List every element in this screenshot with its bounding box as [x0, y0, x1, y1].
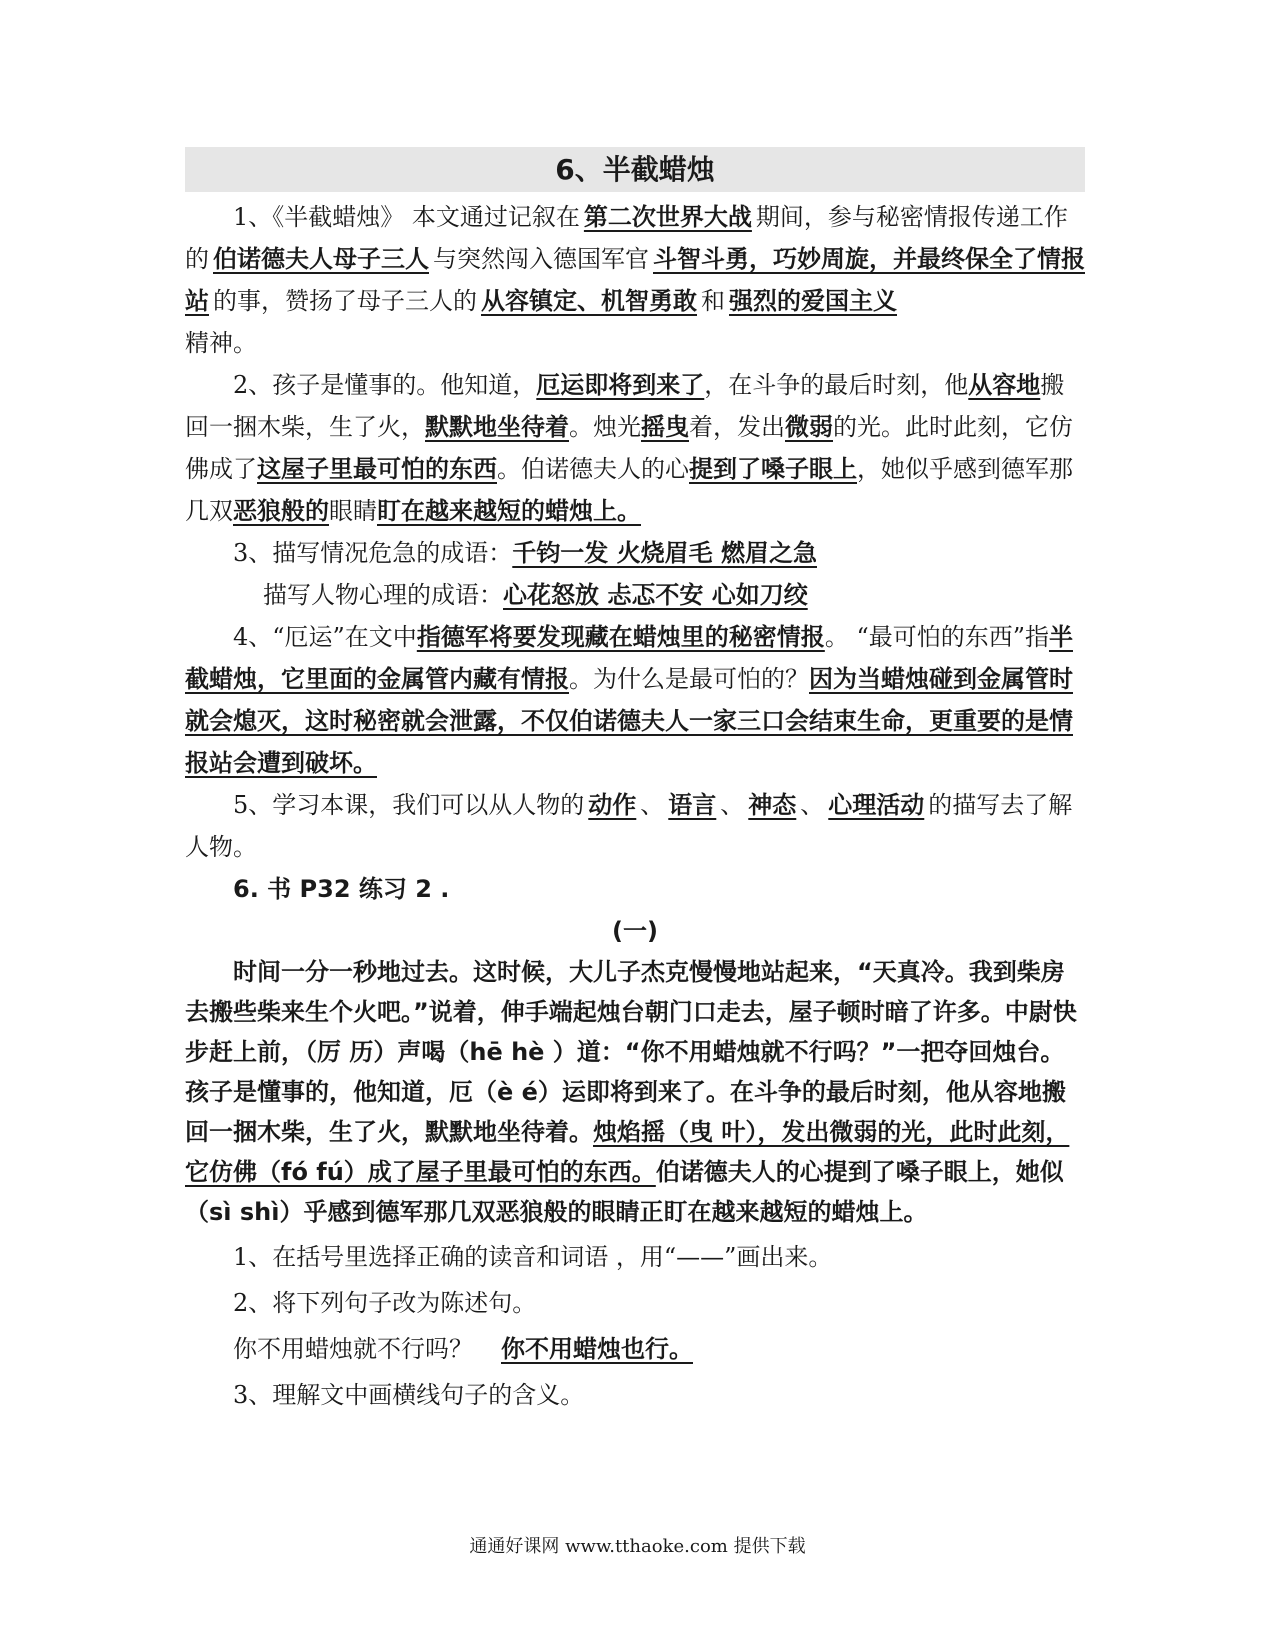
- item3-answer-2: 心花怒放 忐忑不安 心如刀绞: [503, 581, 808, 609]
- item2-answer-9: 盯在越来越短的蜡烛上。: [377, 497, 641, 525]
- item3-answer-1: 千钧一发 火烧眉毛 燃眉之急: [512, 539, 817, 567]
- lesson-title: 6、半截蜡烛: [185, 147, 1085, 192]
- item1-answer-4: 从容镇定、机智勇敢: [481, 287, 697, 315]
- item1-text-c: 与突然闯入德国军官: [433, 245, 649, 273]
- passage-part-3: 伯诺德夫人的心提到了嗓子眼上，她似（sì shì）乎感到德军那几双恶狼般的眼睛正盯在越来越短的蜡烛上。: [185, 1158, 1064, 1226]
- item2-text-c: 搬回一捆木柴，生了火，: [185, 371, 1065, 441]
- item-3: [185, 532, 1085, 574]
- item2-answer-3: 默默地坐待着: [425, 413, 569, 441]
- item1-answer-2: 伯诺德夫人母子三人: [213, 245, 429, 273]
- question-2: 2、将下列句子改为陈述句。: [233, 1289, 537, 1317]
- passage-part-1: 时间一分一秒地过去。这时候，大儿子杰克慢慢地站起来，“天真冷。我到柴房去搬些柴来生个火吧。”说着，伸手端起烛台朝门口走去，屋子顿时暗了许多。中尉快步赶上前，（厉 历）声喝（hē hè ）道：“你不用蜡烛就不行吗？”一把夺回烛台。孩子是懂事的，他知道，厄（è é）运即将到来了。在斗争的最后时刻，他从容地搬回一捆木柴，生了火，默默地坐待着。: [185, 958, 1077, 1146]
- item2-text-a: 2、孩子是懂事的。他知道，: [233, 371, 537, 399]
- item1-answer-1: 第二次世界大战: [583, 203, 752, 231]
- item2-text-b: ，在斗争的最后时刻，他: [704, 371, 969, 399]
- item5-text-b: 的描写去了解人物。: [185, 791, 1073, 861]
- item-1: [185, 196, 1085, 364]
- item2-answer-4: 摇曳: [641, 413, 689, 441]
- item2-answer-1: 厄运即将到来了: [536, 371, 705, 399]
- item2-text-g: 。伯诺德夫人的心: [497, 455, 689, 483]
- item2-answer-5: 微弱: [785, 413, 833, 441]
- question-2-answer-line: [233, 1328, 1085, 1370]
- item5-sep-1: 、: [640, 791, 665, 819]
- item5-sep-2: 、: [720, 791, 745, 819]
- item2-text-i: 眼睛: [329, 497, 377, 525]
- item1-text-a: 1、《半截蜡烛》 本文通过记叙在: [233, 203, 580, 231]
- passage-underlined-sentence: 烛焰摇（曳 叶），发出微弱的光，此时此刻，它仿佛（fó fú）成了屋子里最可怕的东西。: [185, 1118, 1070, 1186]
- item2-answer-8: 恶狼般的: [233, 497, 329, 525]
- item4-text-c: 。为什么是最可怕的？: [569, 665, 809, 693]
- item5-sep-3: 、: [800, 791, 825, 819]
- item-4: [185, 616, 1085, 784]
- item2-answer-6: 这屋子里最可怕的东西: [257, 455, 497, 483]
- item5-answer-3: 神态: [748, 791, 797, 819]
- question-2-answer: 你不用蜡烛也行。: [501, 1335, 693, 1363]
- item1-text-e: 和: [701, 287, 725, 315]
- item2-text-d: 。烛光: [569, 413, 641, 441]
- item-6: 6. 书 P32 练习 2 .: [233, 875, 450, 903]
- item4-answer-3: 因为当蜡烛碰到金属管时就会熄灭，这时秘密就会泄露，不仅伯诺德夫人一家三口会结束生命，更重要的是情报站会遭到破坏。: [185, 665, 1073, 777]
- item3-text-b: 描写人物心理的成语：: [263, 581, 503, 609]
- item4-answer-1: 指德军将要发现藏在蜡烛里的秘密情报: [416, 623, 825, 651]
- item2-answer-2: 从容地: [968, 371, 1041, 399]
- item2-text-f: 的光。此时此刻，它仿佛成了: [185, 413, 1073, 483]
- item2-text-e: 着，发出: [689, 413, 785, 441]
- reading-passage: [185, 952, 1085, 1232]
- section-label: (一): [612, 917, 658, 945]
- item-5: [185, 784, 1085, 868]
- item1-answer-3: 斗智斗勇，巧妙周旋，并最终保全了情报站: [185, 245, 1085, 315]
- item2-text-h: ，她似乎感到德军那几双: [185, 455, 1073, 525]
- item4-text-a: 4、“厄运”在文中: [233, 623, 417, 651]
- item1-answer-5: 强烈的爱国主义: [729, 287, 897, 315]
- item-3-line-2: [263, 574, 1085, 616]
- item5-answer-4: 心理活动: [828, 791, 925, 819]
- content-area: [185, 147, 1085, 1416]
- item1-text-b: 期间，参与秘密情报传递工作的: [185, 203, 1068, 273]
- question-2-prompt: 你不用蜡烛就不行吗？: [233, 1335, 473, 1363]
- question-1: 1、在括号里选择正确的读音和词语 ，用“——”画出来。: [233, 1243, 833, 1271]
- item3-text-a: 3、描写情况危急的成语：: [233, 539, 513, 567]
- item5-answer-2: 语言: [668, 791, 717, 819]
- item5-answer-1: 动作: [588, 791, 637, 819]
- page-footer: 通通好课网 www.tthaoke.com 提供下载: [469, 1536, 806, 1557]
- item4-answer-2: 半截蜡烛，它里面的金属管内藏有情报: [185, 623, 1073, 693]
- item-2: [185, 364, 1085, 532]
- item1-text-d: 的事，赞扬了母子三人的: [213, 287, 477, 315]
- item1-text-f: 精神。: [185, 329, 257, 357]
- item4-text-b: 。 “最可怕的东西”指: [824, 623, 1049, 651]
- item2-answer-7: 提到了嗓子眼上: [689, 455, 857, 483]
- item5-text-a: 5、学习本课，我们可以从人物的: [233, 791, 585, 819]
- question-3: 3、理解文中画横线句子的含义。: [233, 1381, 585, 1409]
